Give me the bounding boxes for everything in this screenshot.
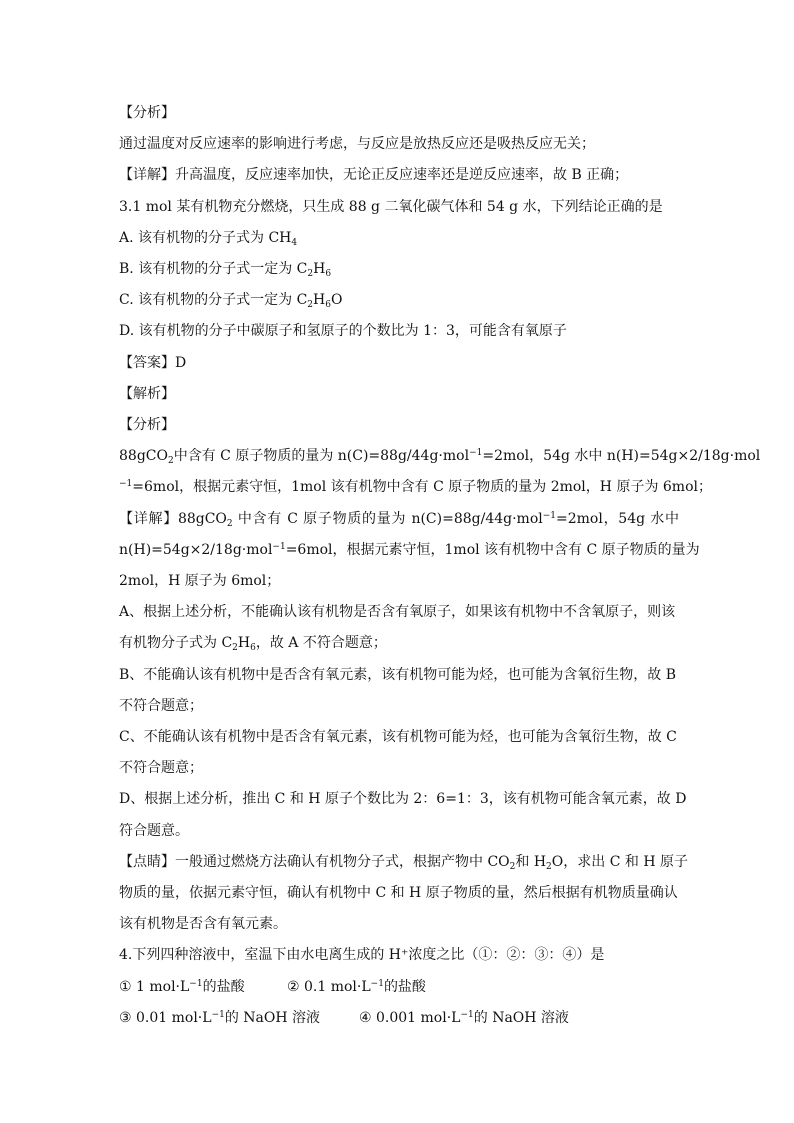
paragraph: 不符合题意；: [119, 760, 203, 777]
option-d: D. 该有机物的分子中碳原子和氢原子的个数比为 1：3，可能含有氧原子: [119, 323, 567, 340]
solution-option-3: [119, 1003, 359, 1034]
section-heading-analysis: 【分析】: [119, 105, 175, 121]
option-c: [119, 285, 679, 316]
superscript: −1: [370, 978, 384, 989]
text: ③ 0.01 mol·L: [119, 1009, 212, 1026]
superscript: −1: [542, 510, 557, 521]
solution-option-4: [359, 1003, 569, 1034]
text: 的盐酸: [383, 978, 426, 995]
text: =2mol，54g 水中: [556, 510, 680, 527]
paragraph: 通过温度对反应速率的影响进行考虑，与反应是放热反应还是吸热反应无关；: [119, 136, 595, 153]
section-heading-analysis: 【分析】: [119, 417, 175, 434]
superscript: −1: [211, 1009, 225, 1020]
option-b: [119, 254, 679, 285]
superscript: −1: [469, 448, 483, 459]
paragraph: 【详解】升高温度，反应速率加快，无论正反应速率还是逆反应速率，故 B 正确；: [119, 167, 629, 184]
solution-option-2: [287, 972, 426, 1003]
text: 88gCO: [119, 448, 168, 465]
text: H: [237, 635, 251, 652]
text: 有机物分子式为 C: [119, 635, 233, 652]
answer: 【答案】D: [119, 354, 187, 371]
text: =6mol，根据元素守恒，1mol 该有机物中含有 C 原子物质的量为: [285, 541, 700, 558]
subscript: 6: [250, 643, 256, 654]
text: ① 1 mol·L: [119, 978, 190, 995]
paragraph: 符合题意。: [119, 822, 189, 839]
paragraph: A、根据上述分析，不能确认该有机物是否含有氧原子，如果该有机物中不含氧原子，则该: [119, 604, 676, 621]
paragraph: [119, 535, 700, 566]
paragraph: [119, 504, 679, 535]
text: H: [313, 261, 326, 278]
subscript: 2: [307, 300, 314, 311]
paragraph: [119, 847, 688, 878]
text: 【点睛】一般通过燃烧方法确认有机物分子式，根据产物中 CO: [119, 853, 510, 870]
subscript: 2: [307, 269, 314, 280]
subscript: 4: [291, 237, 298, 248]
subscript: 6: [325, 300, 331, 311]
paragraph: 物质的量，依据元素守恒，确认有机物中 C 和 H 原子物质的量，然后根据有机物质量确认: [119, 885, 678, 902]
text: 的 NaOH 溶液: [473, 1009, 569, 1026]
superscript: −1: [272, 541, 286, 552]
text: 的 NaOH 溶液: [224, 1009, 321, 1026]
text: n(H)=54g×2/18g·mol: [119, 541, 273, 558]
paragraph: 2mol，H 原子为 6mol；: [119, 573, 281, 590]
text: B. 该有机物的分子式一定为 C: [119, 261, 308, 278]
subscript: 6: [325, 269, 332, 280]
paragraph: B、不能确认该有机物中是否含有氧元素，该有机物可能为烃，也可能为含氧衍生物，故 B: [119, 666, 677, 683]
paragraph: [119, 628, 679, 659]
paragraph: [119, 441, 761, 472]
text: C. 该有机物的分子式一定为 C: [119, 292, 308, 309]
paragraph: 该有机物是否含有氧元素。: [119, 916, 287, 933]
solution-option-1: [119, 972, 287, 1003]
text: 中含有 C 原子物质的量为 n(C)=88g/44g·mol: [173, 448, 470, 465]
superscript: −1: [189, 978, 203, 989]
text: =2mol，54g 水中 n(H)=54g×2/18g·mol: [482, 448, 761, 465]
subscript: 2: [546, 861, 552, 872]
paragraph: 不符合题意；: [119, 697, 203, 714]
text: H: [313, 292, 326, 309]
option-a: [119, 223, 679, 254]
text: ② 0.1 mol·L: [287, 978, 371, 995]
text: 中含有 C 原子物质的量为 n(C)=88g/44g·mol: [232, 510, 543, 527]
text: 【详解】88gCO: [119, 510, 227, 527]
text: ，故 A 不符合题意；: [255, 635, 387, 652]
paragraph: D、根据上述分析，推出 C 和 H 原子个数比为 2：6=1：3，该有机物可能含氧元素，故 D: [119, 791, 687, 808]
superscript: −1: [119, 479, 133, 490]
question-4-stem: 4.下列四种溶液中，室温下由水电离生成的 H⁺浓度之比（①：②：③：④）是: [119, 947, 605, 964]
section-heading-explanation: 【解析】: [119, 385, 175, 402]
text: A. 该有机物的分子式为 CH: [119, 229, 292, 246]
paragraph: C、不能确认该有机物中是否含有氧元素，该有机物可能为烃，也可能为含氧衍生物，故 C: [119, 729, 677, 746]
text: 和 H: [515, 853, 547, 870]
subscript: 2: [167, 456, 174, 467]
text: O: [330, 292, 343, 309]
subscript: 2: [232, 643, 238, 654]
solution-options-row: [119, 972, 679, 1003]
text: =6mol，根据元素守恒，1mol 该有机物中含有 C 原子物质的量为 2mol，H 原子为 6mol；: [132, 479, 712, 496]
paragraph: [119, 472, 712, 503]
text: ④ 0.001 mol·L: [359, 1009, 461, 1026]
solution-options-row: [119, 1003, 679, 1034]
text: 的盐酸: [202, 978, 245, 995]
subscript: 2: [509, 861, 516, 872]
superscript: −1: [460, 1009, 474, 1020]
text: O，求出 C 和 H 原子: [551, 853, 688, 870]
document-page: [119, 98, 761, 1034]
subscript: 2: [226, 518, 233, 529]
question-3-stem: 3.1 mol 某有机物充分燃烧，只生成 88 g 二氧化碳气体和 54 g 水，下列结论正确的是: [119, 198, 663, 215]
